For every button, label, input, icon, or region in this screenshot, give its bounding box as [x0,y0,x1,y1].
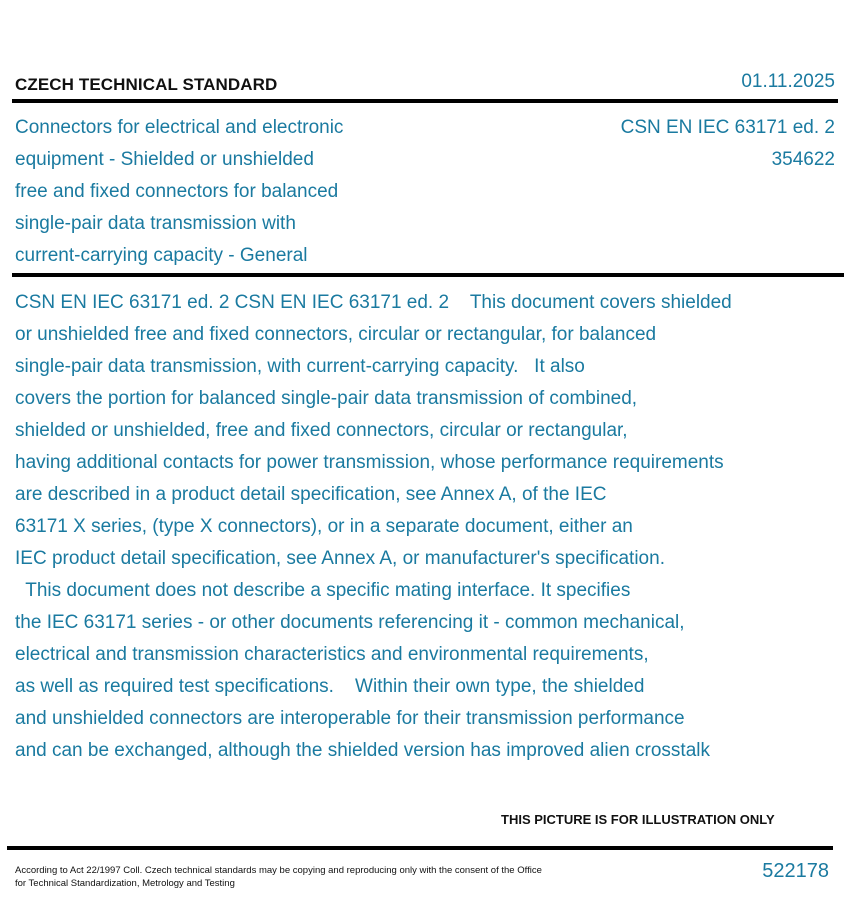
abstract-line: and can be exchanged, although the shielded version has improved alien crosstalk [15,740,711,761]
copyright-line: According to Act 22/1997 Coll. Czech technical standards may be copying and reproducing only with the consent of the Office [15,865,542,876]
standard-title [15,112,415,272]
header-divider [12,99,838,103]
abstract-line: having additional contacts for power transmission, whose performance requirements [15,452,724,473]
title-line: current-carrying capacity - General [15,245,308,266]
abstract-line: 63171 X series, (type X connectors), or in a separate document, either an [15,516,633,537]
copyright-notice [15,864,585,890]
abstract-line: as well as required test specifications. Within their own type, the shielded [15,676,645,697]
abstract-line: or unshielded free and fixed connectors, circular or rectangular, for balanced [15,324,657,345]
title-divider [12,273,844,277]
document-type-label: CZECH TECHNICAL STANDARD [15,75,278,94]
standard-designation: CSN EN IEC 63171 ed. 2 [620,117,835,138]
abstract-line: are described in a product detail specification, see Annex A, of the IEC [15,484,607,505]
publication-date: 01.11.2025 [741,71,835,92]
document-code: 522178 [762,860,829,882]
abstract-line: shielded or unshielded, free and fixed connectors, circular or rectangular, [15,420,628,441]
standard-identifier [621,112,835,176]
abstract-line: This document does not describe a specific mating interface. It specifies [15,580,631,601]
abstract-line: electrical and transmission characteristics and environmental requirements, [15,644,649,665]
abstract-text [15,287,845,767]
illustration-disclaimer: THIS PICTURE IS FOR ILLUSTRATION ONLY [501,812,775,827]
abstract-line: single-pair data transmission, with current-carrying capacity. It also [15,356,585,377]
title-line: free and fixed connectors for balanced [15,181,339,202]
abstract-line: the IEC 63171 series - or other documents referencing it - common mechanical, [15,612,685,633]
abstract-line: CSN EN IEC 63171 ed. 2 CSN EN IEC 63171 ed. 2 This document covers shielded [15,292,732,313]
standard-number: 354622 [771,149,835,170]
abstract-line: covers the portion for balanced single-pair data transmission of combined, [15,388,638,409]
copyright-line: for Technical Standardization, Metrology and Testing [15,878,235,889]
footer-divider [7,846,833,850]
abstract-line: and unshielded connectors are interoperable for their transmission performance [15,708,685,729]
title-line: equipment - Shielded or unshielded [15,149,314,170]
abstract-line: IEC product detail specification, see Annex A, or manufacturer's specification. [15,548,665,569]
title-line: Connectors for electrical and electronic [15,117,344,138]
title-line: single-pair data transmission with [15,213,296,234]
